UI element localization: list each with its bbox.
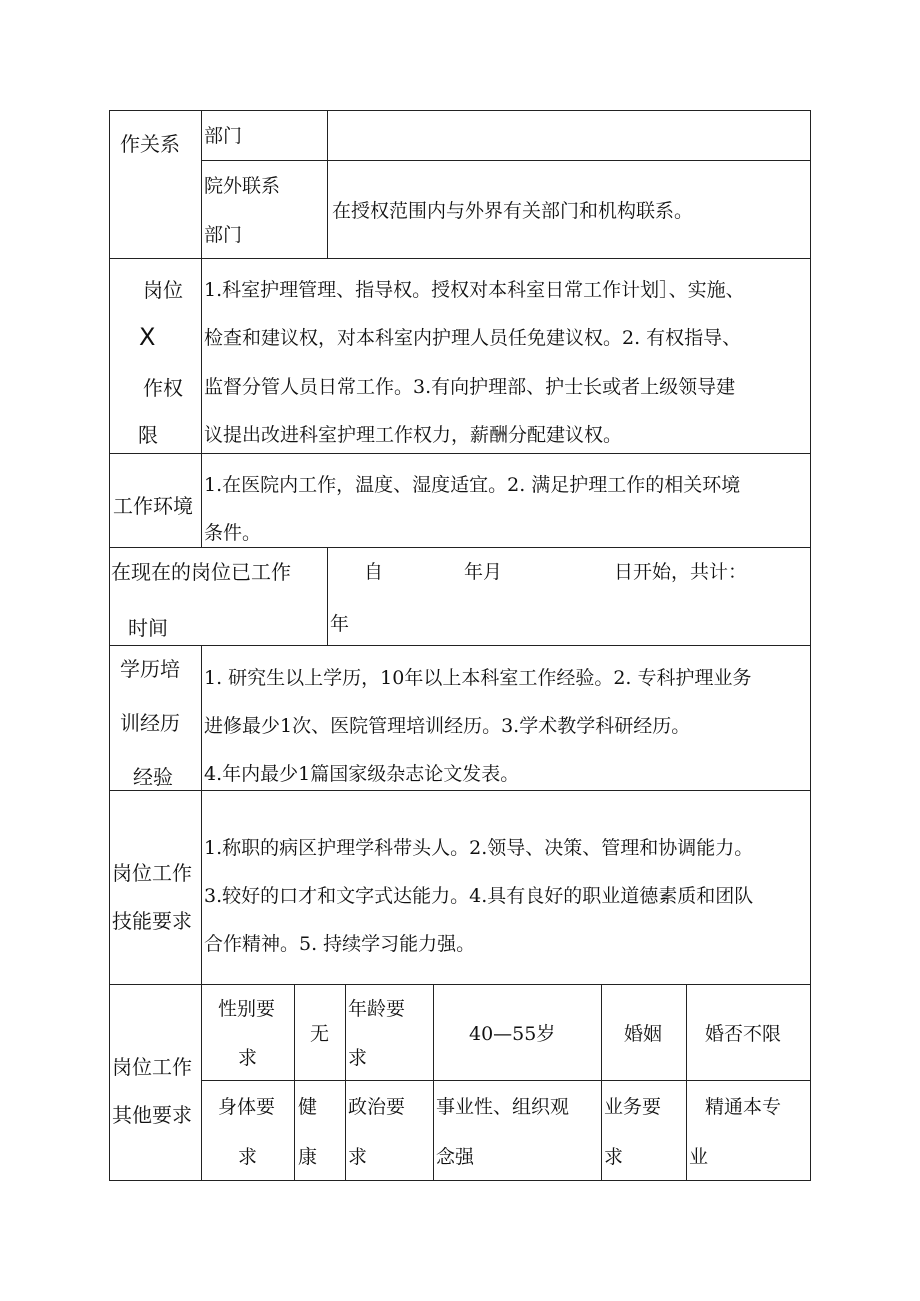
education-text-line2: 进修最少1次、医院管理培训经历。3.学术教学科研经历。 [204,715,691,737]
age-label-line1: 年龄要 [348,998,406,1020]
gender-label-line2: 求 [238,1047,258,1069]
politics-label-line1: 政治要 [348,1096,406,1118]
education-text-line1: 1. 研究生以上学历，10年以上本科室工作经验。2. 专科护理业务 [204,667,752,689]
politics-value-line2: 念强 [436,1146,475,1168]
other-label-line2: 其他要求 [112,1103,192,1127]
environment-text-line1: 1.在医院内工作，温度、湿度适宜。2. 满足护理工作的相关环境 [204,474,741,496]
authority-label-line3: 作权 [143,376,183,400]
education-label-line2: 训经历 [120,711,180,735]
tenure-day-start: 日开始，共计： [614,561,748,583]
authority-text-line2: 检查和建议权，对本科室内护理人员任免建议权。2. 有权指导、 [204,327,742,349]
tenure-from: 自 [364,561,384,583]
education-label-line1: 学历培 [120,657,180,681]
age-label-line2: 求 [348,1047,368,1069]
skills-label-line1: 岗位工作 [112,861,192,885]
authority-text-line4: 议提出改进科室护理工作权力，薪酬分配建议权。 [204,424,623,446]
external-dept-label-line2: 部门 [204,224,243,246]
environment-text-line2: 条件。 [204,522,262,544]
business-value-line2: 业 [689,1146,709,1168]
tenure-year-month: 年月 [464,561,503,583]
body-label-line1: 身体要 [218,1096,276,1118]
tenure-label-line2: 时间 [128,616,168,640]
marriage-label: 婚姻 [624,1023,663,1045]
body-label-line2: 求 [238,1146,258,1168]
environment-label: 工作环境 [113,494,193,518]
business-label-line1: 业务要 [604,1096,662,1118]
relations-label: 作关系 [120,132,180,156]
other-label-line1: 岗位工作 [112,1055,192,1079]
business-value-line1: 精通本专 [705,1096,782,1118]
authority-label-line2: X [139,323,156,351]
authority-text-line3: 监督分管人员日常工作。3.有向护理部、护士长或者上级领导建 [204,376,736,398]
politics-value-line1: 事业性、组织观 [436,1096,570,1118]
authority-text-line1: 1.科室护理管理、指导权。授权对本科室日常工作计划］、实施、 [204,279,745,301]
skills-label-line2: 技能要求 [112,909,192,933]
tenure-year: 年 [330,613,350,635]
skills-text-line3: 合作精神。5. 持续学习能力强。 [204,933,476,955]
politics-label-line2: 求 [348,1146,368,1168]
gender-value: 无 [310,1023,330,1045]
tenure-label-line1: 在现在的岗位已工作 [111,560,291,584]
business-label-line2: 求 [604,1146,624,1168]
body-value-line2: 康 [298,1146,318,1168]
marriage-value: 婚否不限 [705,1023,782,1045]
education-text-line3: 4.年内最少1篇国家级杂志论文发表。 [204,763,520,785]
skills-text-line1: 1.称职的病区护理学科带头人。2.领导、决策、管理和协调能力。 [204,837,754,859]
external-dept-label-line1: 院外联系 [204,175,281,197]
education-label-line3: 经验 [133,765,173,789]
external-dept-value: 在授权范围内与外界有关部门和机构联系。 [332,200,694,222]
authority-label-line4: 限 [138,423,158,447]
gender-label-line1: 性别要 [218,998,276,1020]
age-value: 40—55岁 [469,1023,556,1045]
authority-label-line1: 岗位 [143,278,183,302]
skills-text-line2: 3.较好的口才和文字式达能力。4.具有良好的职业道德素质和团队 [204,885,754,907]
body-value-line1: 健 [298,1096,318,1118]
internal-dept-label: 部门 [204,125,243,147]
